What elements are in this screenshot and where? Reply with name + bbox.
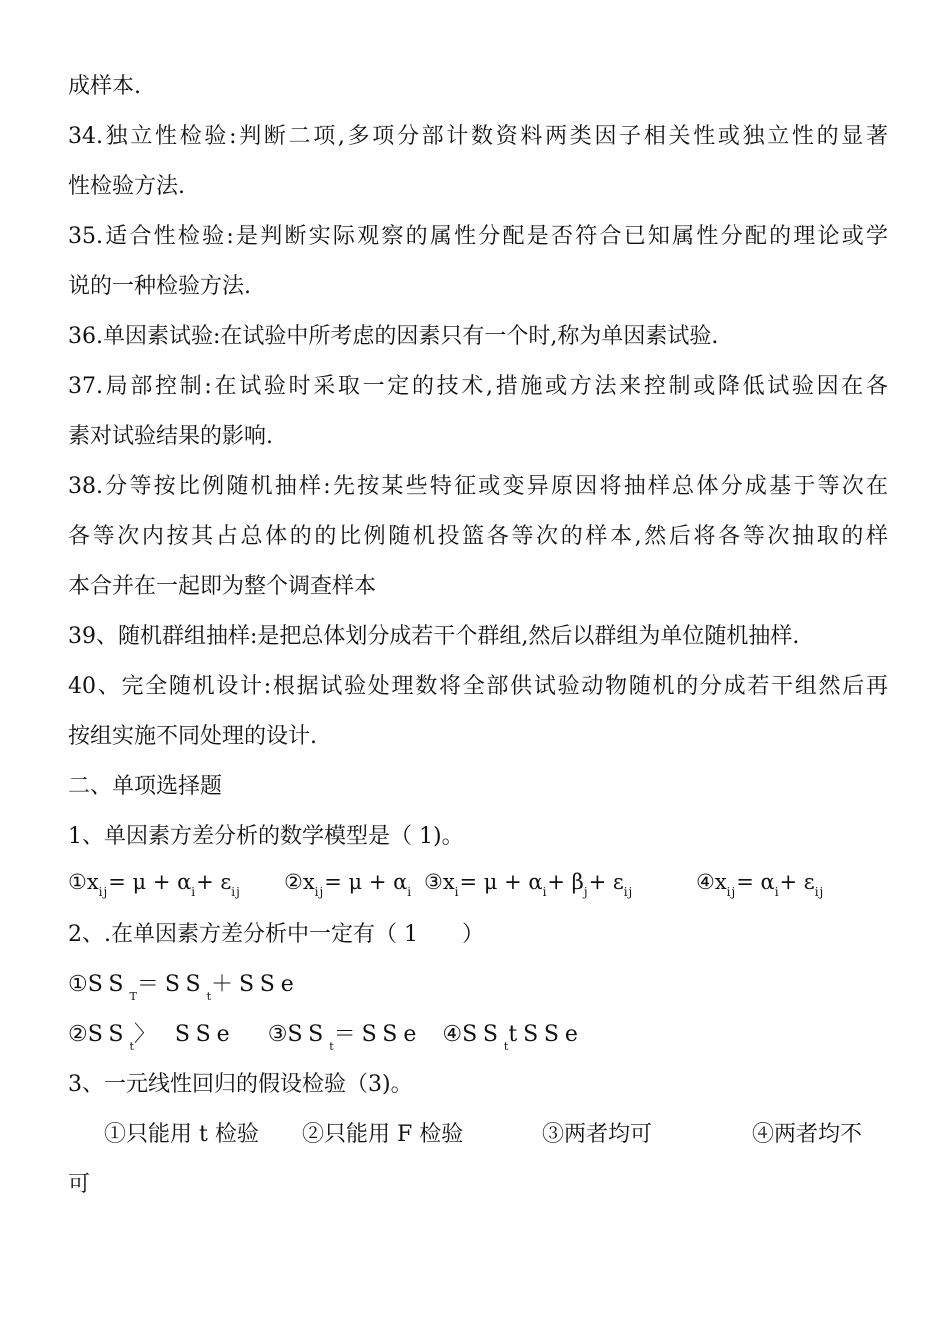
- q2-option-4: $④SS_ttSSe$: [442, 1022, 584, 1053]
- q3-option-4-cont: 可: [68, 1172, 91, 1197]
- q1-option-1: $①x_{ij}= \mu + \alpha_i+ \varepsilon_{ij}$: [68, 870, 241, 899]
- text-line-38-cont1: 各等次内按其占总体的的比例随机投篮各等次的样本,然后将各等次抽取的样: [68, 524, 888, 549]
- text-line-37: 37.局部控制:在试验时采取一定的技术,措施或方法来控制或降低试验因在各: [68, 374, 888, 399]
- q1-option-2: $②x_{ij}= \mu + \alpha_i$: [284, 870, 413, 899]
- text-line-37-cont: 素对试验结果的影响.: [68, 424, 273, 449]
- text-line-38: 38.分等按比例随机抽样:先按某些特征或变异原因将抽样总体分成基于等次在: [68, 474, 888, 499]
- q2-option-3: $③SS_t=SSe$: [267, 1022, 423, 1053]
- q3-option-3: ③两者均可: [542, 1122, 653, 1147]
- q2-options-2-4: [68, 1020, 888, 1053]
- text-line-40: 40、完全随机设计:根据试验处理数将全部供试验动物随机的分成若干组然后再: [68, 674, 888, 699]
- q2-option-2: $②SS_t$〉 SSe: [68, 1022, 236, 1053]
- question-1-options: [68, 866, 888, 900]
- q1-option-3: $③x_i= \mu + \alpha_i+ \beta_j+ \varepsilon_{ij}$: [424, 870, 634, 899]
- text-line-40-cont: 按组实施不同处理的设计.: [68, 724, 317, 749]
- question-1-stem: 1、单因素方差分析的数学模型是（ 1)。: [68, 824, 464, 849]
- text-line-36: 36.单因素试验:在试验中所考虑的因素只有一个时,称为单因素试验.: [68, 324, 719, 349]
- q1-option-4: $④x_{ij}= \alpha_i+ \varepsilon_{ij}$: [696, 870, 825, 899]
- q3-option-1: ①只能用 t 检验: [104, 1122, 259, 1147]
- text-line-35: 35.适合性检验:是判断实际观察的属性分配是否符合已知属性分配的理论或学: [68, 224, 888, 249]
- text-line-1: 成样本.: [68, 74, 141, 99]
- text-line-35-cont: 说的一种检验方法.: [68, 274, 251, 299]
- text-line-39: 39、随机群组抽样:是把总体划分成若干个群组,然后以群组为单位随机抽样.: [68, 624, 800, 649]
- question-2-stem: 2、.在单因素方差分析中一定有（ 1 ）: [68, 922, 484, 947]
- q2-option-1: $①SS_T=SS_t+SSe$: [68, 972, 300, 1003]
- q3-option-4: ④两者均不: [752, 1122, 863, 1147]
- text-line-38-cont2: 本合并在一起即为整个调查样本: [68, 574, 377, 599]
- text-line-34-cont: 性检验方法.: [68, 174, 185, 199]
- section-heading: 二、单项选择题: [68, 774, 223, 799]
- question-3-stem: 3、一元线性回归的假设检验（3)。: [68, 1072, 413, 1097]
- q3-option-2: ②只能用 F 检验: [302, 1122, 464, 1147]
- text-line-34: 34.独立性检验:判断二项,多项分部计数资料两类因子相关性或独立性的显著: [68, 124, 888, 149]
